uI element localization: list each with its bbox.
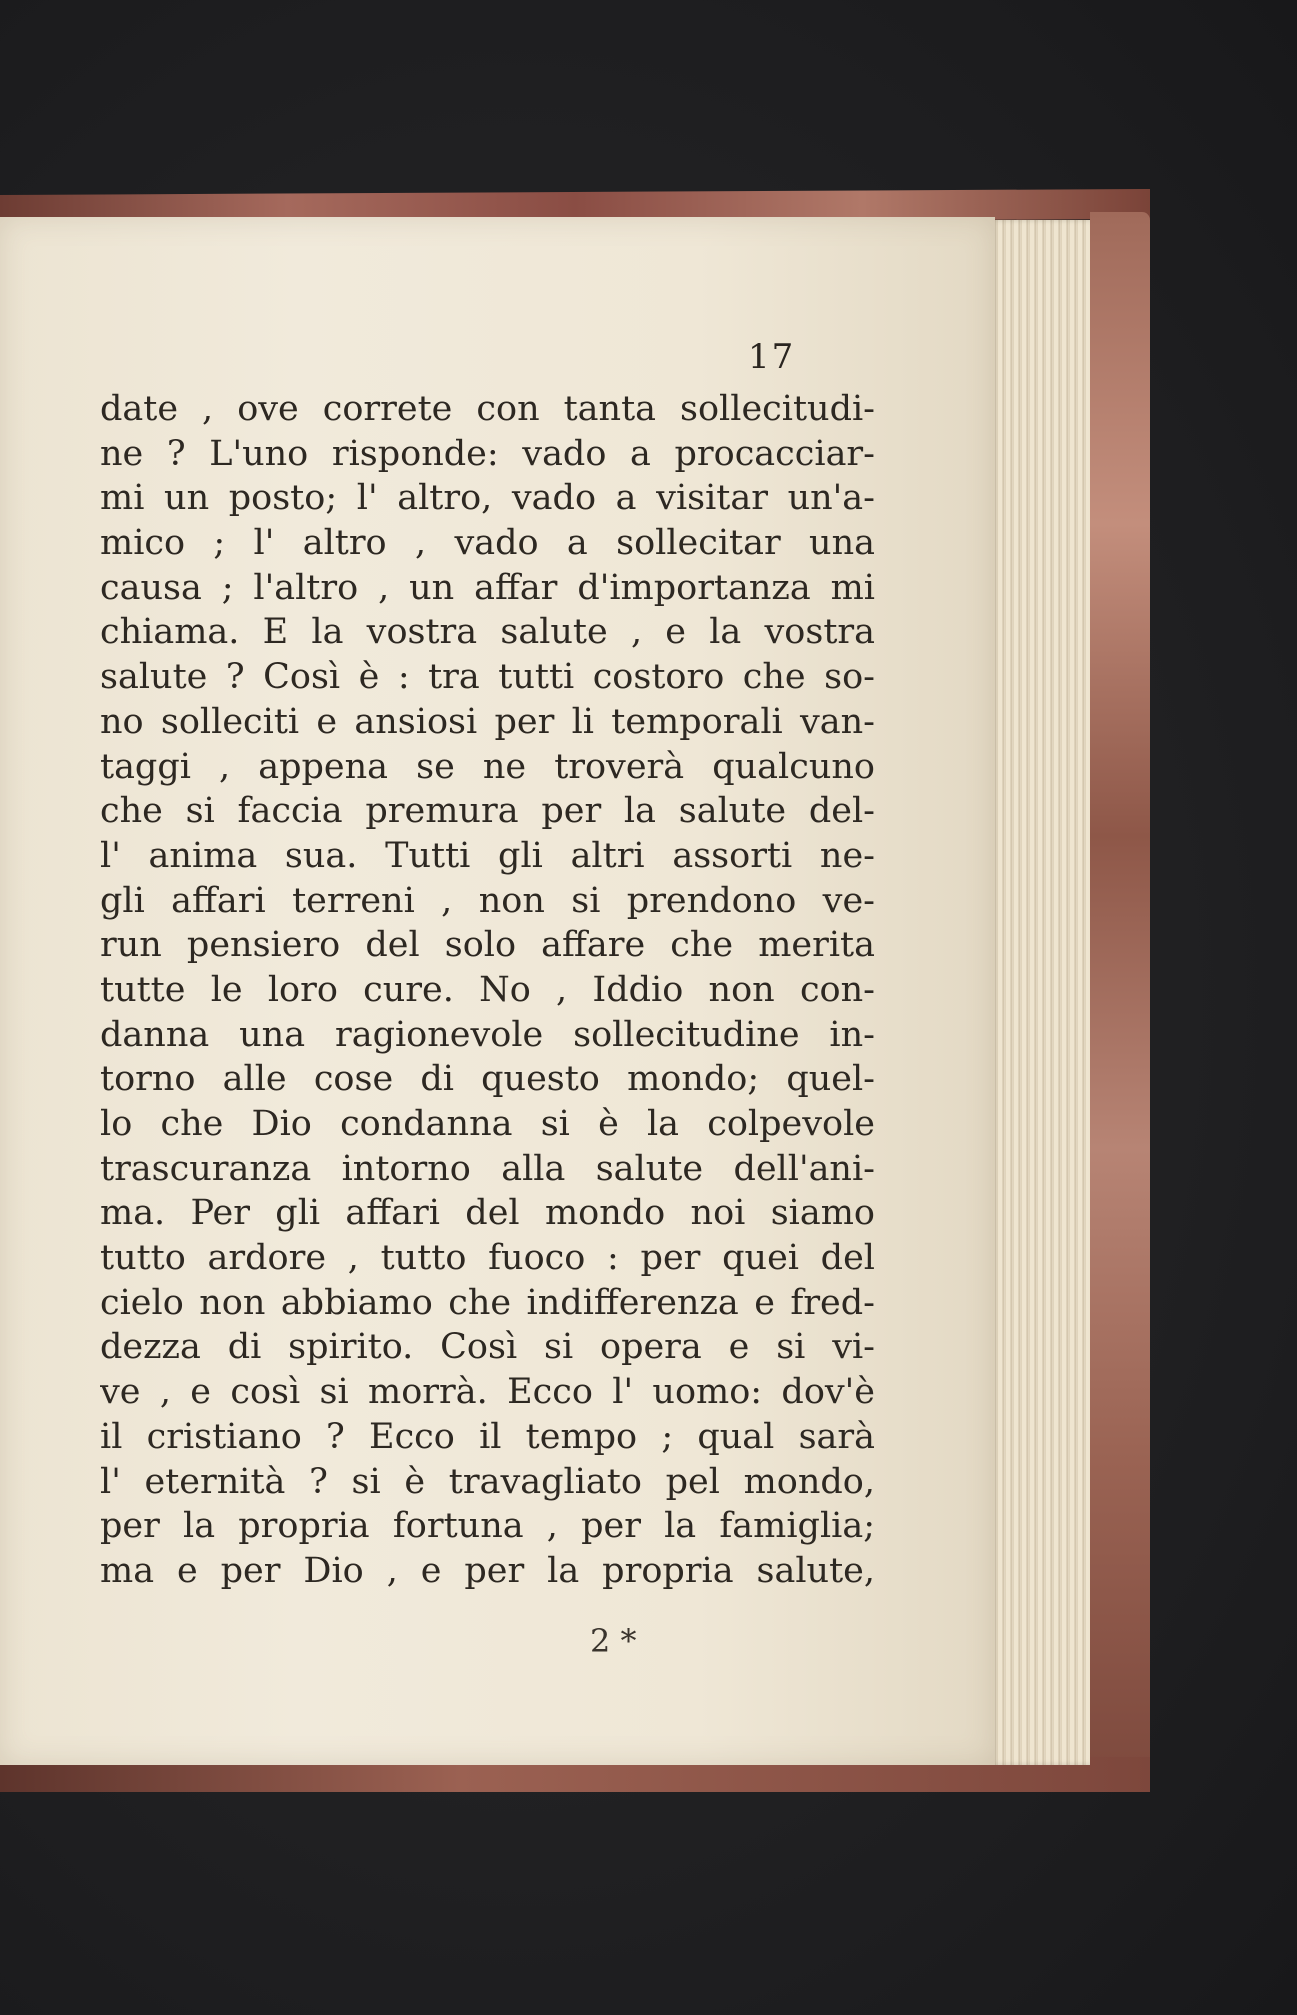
text-line: ma. Per gli affari del mondo noi siamo — [100, 1193, 875, 1234]
page-number: 17 — [748, 337, 796, 377]
text-line: trascuranza intorno alla salute dell'ani- — [100, 1148, 875, 1189]
text-line: tutte le loro cure. No , Iddio non con- — [100, 969, 875, 1010]
text-line: no solleciti e ansiosi per li temporali van- — [100, 701, 875, 742]
text-line: mi un posto; l' altro, vado a visitar un'a- — [100, 478, 875, 519]
text-line: causa ; l'altro , un affar d'importanza mi — [100, 567, 875, 608]
text-line: chiama. E la vostra salute , e la vostra — [100, 612, 875, 653]
text-line: torno alle cose di questo mondo; quel- — [100, 1059, 875, 1100]
page-text — [100, 387, 875, 1594]
text-line: salute ? Così è : tra tutti costoro che so- — [100, 657, 875, 698]
text-line: gli affari terreni , non si prendono ve- — [100, 880, 875, 921]
text-line: ve , e così si morrà. Ecco l' uomo: dov'è — [100, 1372, 875, 1413]
text-line: ma e per Dio , e per la propria salute, — [100, 1550, 875, 1591]
text-line: tutto ardore , tutto fuoco : per quei del — [100, 1238, 875, 1279]
book-page — [0, 217, 995, 1765]
text-line: date , ove correte con tanta sollecitudi- — [100, 389, 875, 429]
text-line: che si faccia premura per la salute del- — [100, 791, 875, 832]
text-line: dezza di spirito. Così si opera e si vi- — [100, 1327, 875, 1368]
text-line: ne ? L'uno risponde: vado a procacciar- — [100, 433, 875, 474]
text-line: cielo non abbiamo che indifferenza e fred- — [100, 1282, 875, 1323]
text-line: taggi , appena se ne troverà qualcuno — [100, 746, 875, 787]
text-line: l' anima sua. Tutti gli altri assorti ne- — [100, 835, 875, 876]
printer-signature-mark: 2 * — [590, 1622, 637, 1660]
text-line: danna una ragionevole sollecitudine in- — [100, 1014, 875, 1055]
text-line: lo che Dio condanna si è la colpevole — [100, 1104, 875, 1144]
text-line: run pensiero del solo affare che merita — [100, 925, 875, 966]
page-edges — [990, 220, 1090, 1765]
text-line: l' eternità ? si è travagliato pel mondo, — [100, 1461, 875, 1502]
text-line: mico ; l' altro , vado a sollecitar una — [100, 523, 875, 564]
text-line: per la propria fortuna , per la famiglia; — [100, 1506, 875, 1547]
text-line: il cristiano ? Ecco il tempo ; qual sarà — [100, 1416, 875, 1457]
book — [0, 192, 1150, 1792]
book-cover-right — [1090, 212, 1150, 1772]
